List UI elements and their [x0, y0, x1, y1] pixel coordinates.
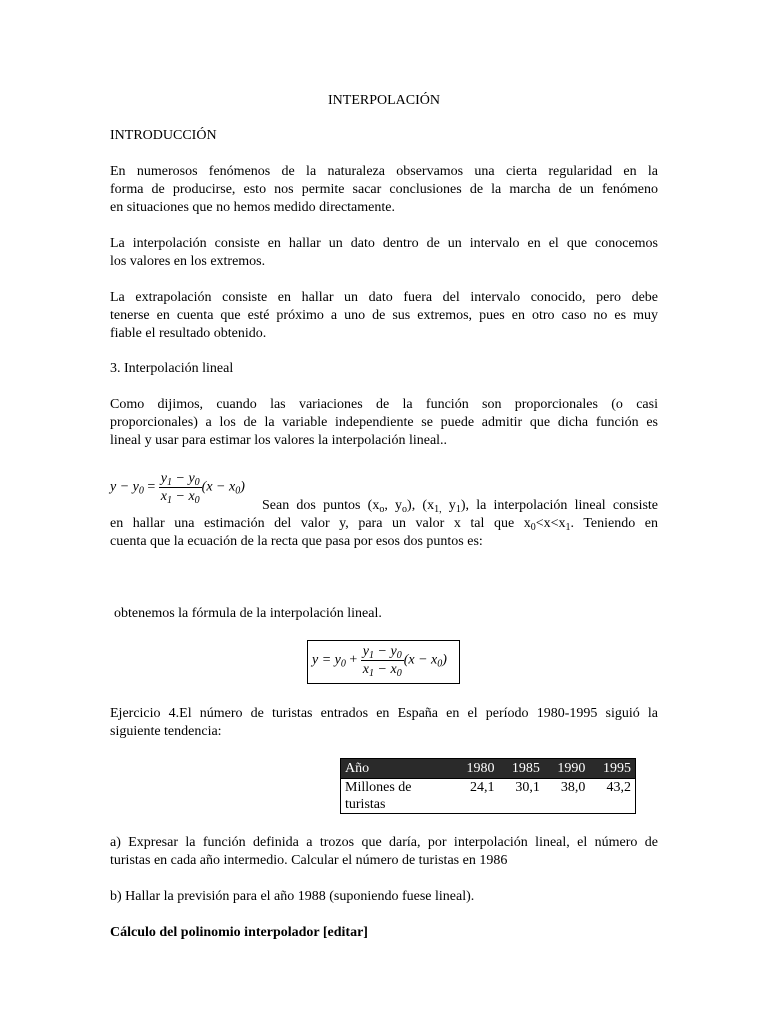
formula-text: y − y [110, 479, 139, 495]
subscript: 1, [434, 504, 442, 515]
paragraph-question-b: b) Hallar la previsión para el año 1988 (suponiendo fuese lineal). [110, 889, 475, 904]
fraction-denominator [159, 488, 202, 505]
table-cell [341, 779, 454, 814]
formula-subscript: 1 [167, 495, 172, 506]
table-header-cell: 1985 [498, 759, 543, 779]
subscript: o [402, 504, 408, 515]
table-header-cell: 1995 [589, 759, 635, 779]
formula-subscript: 1 [369, 668, 375, 679]
formula-subscript: 0 [138, 485, 144, 497]
formula-text: ) [240, 479, 245, 495]
section-heading-introduction: INTRODUCCIÓN [110, 128, 217, 143]
formula-subscript: 0 [194, 495, 200, 506]
formula-text: y [160, 471, 167, 486]
formula-subscript: 0 [396, 668, 402, 679]
fraction [361, 643, 404, 678]
fraction-numerator [361, 643, 404, 661]
text-fragment: <x<x [535, 516, 566, 531]
text-fragment: , y [384, 498, 403, 513]
text-line: siguiente tendencia: [110, 724, 222, 739]
table-header-cell: 1990 [544, 759, 589, 779]
formula-text: = y [318, 652, 341, 668]
formula-text: (x − x [201, 479, 236, 495]
section-heading-polynomial: Cálculo del polinomio interpolador [editar] [110, 925, 368, 940]
table-header-row [341, 759, 636, 779]
formula-subscript: 0 [194, 477, 200, 488]
formula-text: ) [442, 652, 447, 668]
table-cell: 43,2 [589, 779, 635, 814]
text-line: Ejercicio 4.El número de turistas entrados en España en el período 1980-1995 siguió la [110, 706, 658, 721]
formula-operator: + [345, 652, 361, 668]
line-equation-formula [110, 470, 245, 505]
paragraph-extrapolation-definition [110, 289, 658, 343]
text-fragment: y [441, 498, 456, 513]
table-cell: 24,1 [453, 779, 498, 814]
text-line [110, 515, 658, 533]
text-line: en situaciones que no hemos medido directamente. [110, 200, 395, 215]
formula-text: x [362, 662, 370, 677]
text-line: a) Expresar la función definida a trozos que daría, por interpolación lineal, el número de [110, 835, 658, 850]
text-line: lineal y usar para estimar los valores la interpolación lineal.. [110, 433, 448, 448]
text-line: los valores en los extremos. [110, 254, 266, 269]
paragraph-formula-intro: obtenemos la fórmula de la interpolación lineal. [114, 606, 382, 621]
fraction-denominator [361, 661, 404, 678]
formula-subscript: 0 [396, 650, 402, 661]
formula-text: y [312, 652, 319, 668]
table-header-cell: 1980 [453, 759, 498, 779]
text-line: Como dijimos, cuando las variaciones de la función son proporcionales (o casi [110, 397, 658, 412]
text-line: proporcionales) a los de la variable independiente se puede admitir que dicha función es [110, 415, 658, 430]
subscript: 0 [530, 522, 536, 533]
paragraph-question-a [110, 834, 658, 870]
text-fragment: . Teniendo en [570, 516, 659, 531]
cell-text: Millones de [345, 780, 412, 795]
points-description-line-1 [262, 497, 658, 515]
subscript: 1 [565, 522, 571, 533]
paragraph-points-description [110, 515, 658, 551]
formula-text: − x [374, 662, 397, 677]
formula-text: (x − x [403, 652, 438, 668]
paragraph-interpolation-definition [110, 235, 658, 271]
formula-subscript: 0 [437, 658, 443, 670]
fraction [159, 470, 202, 505]
text-fragment: Sean dos puntos (x [262, 498, 380, 513]
document-title: INTERPOLACIÓN [328, 93, 440, 108]
paragraph-intro [110, 163, 658, 217]
subscript: o [379, 504, 385, 515]
text-line: fiable el resultado obtenido. [110, 326, 267, 341]
formula-subscript: 1 [369, 650, 375, 661]
text-line: En numerosos fenómenos de la naturaleza observamos una cierta regularidad en la [110, 164, 658, 179]
formula-subscript: 0 [340, 658, 346, 670]
text-fragment: en hallar una estimación del valor y, para un valor x tal que x [110, 516, 531, 531]
text-line: turistas en cada año intermedio. Calcular el número de turistas en 1986 [110, 853, 508, 868]
paragraph-exercise-4 [110, 705, 658, 741]
formula-text: − y [374, 644, 397, 659]
text-fragment: ), la interpolación lineal consiste [460, 498, 659, 513]
table-header-cell: Año [341, 759, 454, 779]
formula-operator: = [143, 479, 159, 495]
tourists-table [340, 758, 636, 814]
text-line: La interpolación consiste en hallar un dato dentro de un intervalo en el que conocemos [110, 236, 658, 251]
interpolation-formula [312, 643, 447, 678]
section-heading-linear-interpolation: 3. Interpolación lineal [110, 361, 234, 376]
subscript: 1 [455, 504, 461, 515]
formula-subscript: 0 [235, 485, 241, 497]
paragraph-linear-intro [110, 396, 658, 450]
table-cell: 30,1 [498, 779, 543, 814]
table-row [341, 779, 636, 814]
table-cell: 38,0 [544, 779, 589, 814]
cell-text: turistas [345, 797, 386, 812]
formula-text: y [362, 644, 370, 659]
formula-text: − x [172, 489, 195, 504]
text-line: forma de producirse, esto nos permite sacar conclusiones de la marcha de un fenómeno [110, 182, 658, 197]
formula-subscript: 1 [167, 477, 172, 488]
formula-text: x [160, 489, 167, 504]
text-line: tenerse en cuenta que esté próximo a uno de sus extremos, pues en otro caso no es muy [110, 308, 658, 323]
formula-text: − y [172, 471, 195, 486]
fraction-numerator [159, 470, 202, 488]
text-fragment: ), (x [407, 498, 435, 513]
text-line: La extrapolación consiste en hallar un dato fuera del intervalo conocido, pero debe [110, 290, 658, 305]
text-line: cuenta que la ecuación de la recta que pasa por esos dos puntos es: [110, 534, 483, 549]
